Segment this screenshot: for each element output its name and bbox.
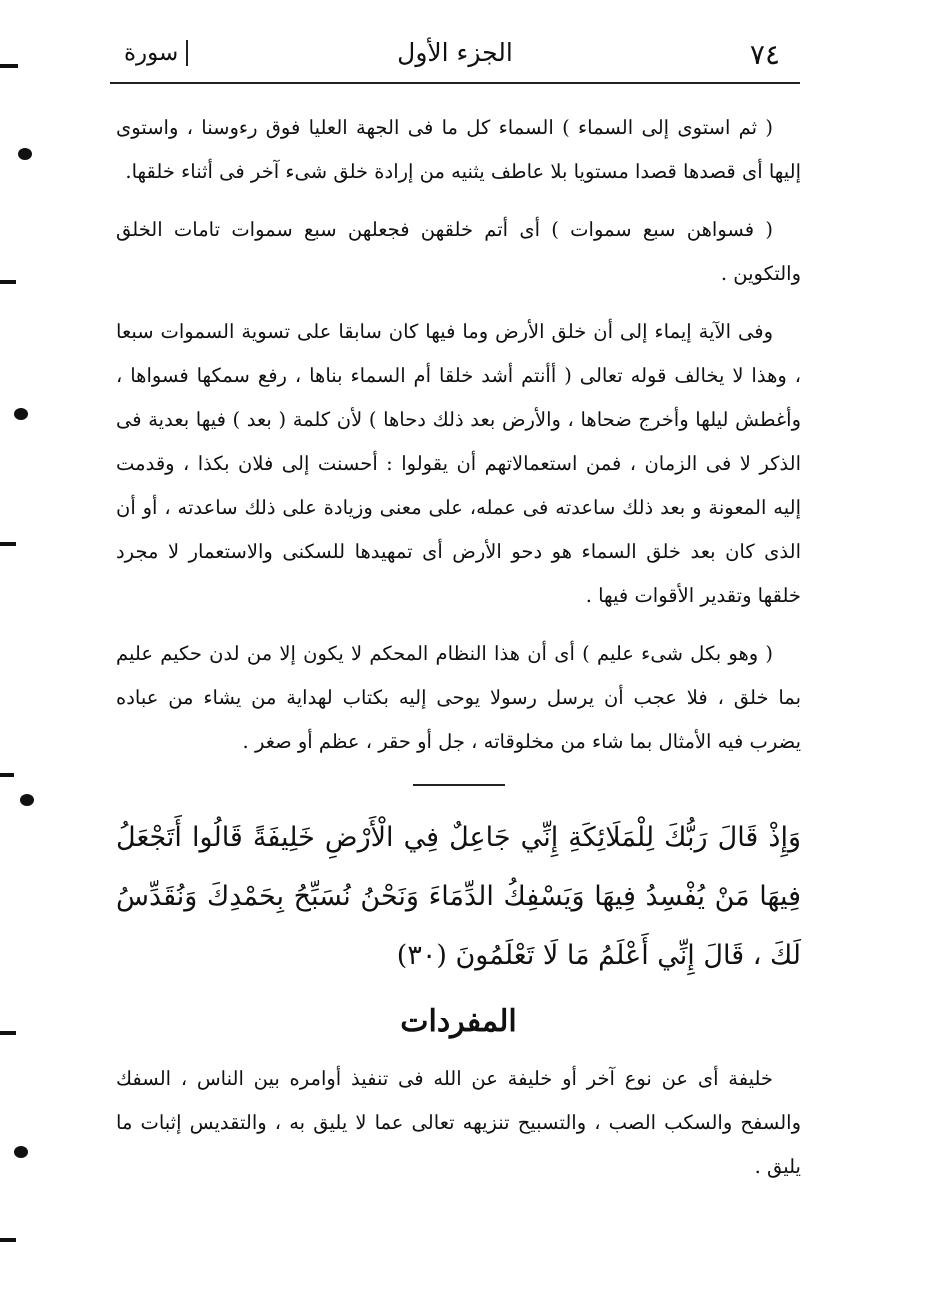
scan-mark	[0, 773, 14, 777]
section-divider	[413, 784, 505, 786]
page-number: ٧٤	[749, 38, 780, 71]
scan-mark	[14, 1146, 28, 1158]
scan-mark	[0, 1238, 16, 1242]
commentary-paragraph: ( وهو بكل شىء عليم ) أى أن هذا النظام المحكم لا يكون إلا من لدن حكيم عليم بما خلق ، فلا عجب أن يرسل رسولا يوحى إليه بكتاب لهداية من يشاء من عباده يضرب فيه الأمثال بما شاء من مخلوقاته ، جل أو حقر ، عظم أو صغر .	[116, 642, 801, 753]
running-title: الجزء الأول	[397, 38, 513, 67]
commentary-paragraph: ( ثم استوى إلى السماء ) السماء كل ما فى الجهة العليا فوق رءوسنا ، واستوى إليها أى قصدها قصدا مستويا بلا عاطف يثنيه من إرادة خلق شىء آخر فى أثناء خلقها.	[116, 116, 801, 183]
scan-mark	[0, 542, 16, 546]
scan-mark	[0, 280, 16, 284]
scan-mark	[20, 794, 34, 806]
commentary-paragraph: ( فسواهن سبع سموات ) أى أتم خلقهن فجعلهن سبع سموات تامات الخلق والتكوين .	[116, 218, 801, 285]
surah-label: سورة	[124, 40, 188, 66]
scan-mark	[14, 408, 28, 420]
vocabulary-paragraph: خليفة أى عن نوع آخر أو خليفة عن الله فى تنفيذ أوامره بين الناس ، السفك والسفح والسكب الصب ، والتسبيح تنزيهه تعالى عما لا يليق به ، والتقديس إثبات ما يليق .	[116, 1067, 801, 1178]
scan-mark	[0, 64, 18, 68]
page-body	[116, 106, 801, 1189]
quran-verse: وَإِذْ قَالَ رَبُّكَ لِلْمَلَائِكَةِ إِنِّي جَاعِلٌ فِي الْأَرْضِ خَلِيفَةً قَالُوا أَتَجْعَلُ فِيهَا مَنْ يُفْسِدُ فِيهَا وَيَسْفِكُ الدِّمَاءَ وَنَحْنُ نُسَبِّحُ بِحَمْدِكَ وَنُقَدِّسُ لَكَ ، قَالَ إِنِّي أَعْلَمُ مَا لَا تَعْلَمُونَ (٣٠)	[116, 822, 801, 971]
scan-mark	[0, 1031, 16, 1035]
section-heading: المفردات	[400, 1004, 517, 1039]
commentary-paragraph: وفى الآية إيماء إلى أن خلق الأرض وما فيها كان سابقا على تسوية السموات سبعا ، وهذا لا يخالف قوله تعالى ( أأنتم أشد خلقا أم السماء بناها ، رفع سمكها فسواها ، وأغطش ليلها وأخرج ضحاها ، والأرض بعد ذلك دحاها ) لأن كلمة ( بعد ) فيها بعدية فى الذكر لا فى الزمان ، فمن استعمالاتهم أن يقولوا : أحسنت إلى فلان بكذا ، وقدمت إليه المعونة و بعد ذلك ساعدته فى عمله، على معنى وزيادة على ذلك ساعدته ، أو أن الذى كان بعد خلق السماء هو دحو الأرض أى تمهيدها للسكنى والاستعمار لا مجرد خلقها وتقدير الأقوات فيها .	[116, 320, 801, 607]
scan-mark	[18, 148, 32, 160]
page-header	[110, 34, 800, 84]
